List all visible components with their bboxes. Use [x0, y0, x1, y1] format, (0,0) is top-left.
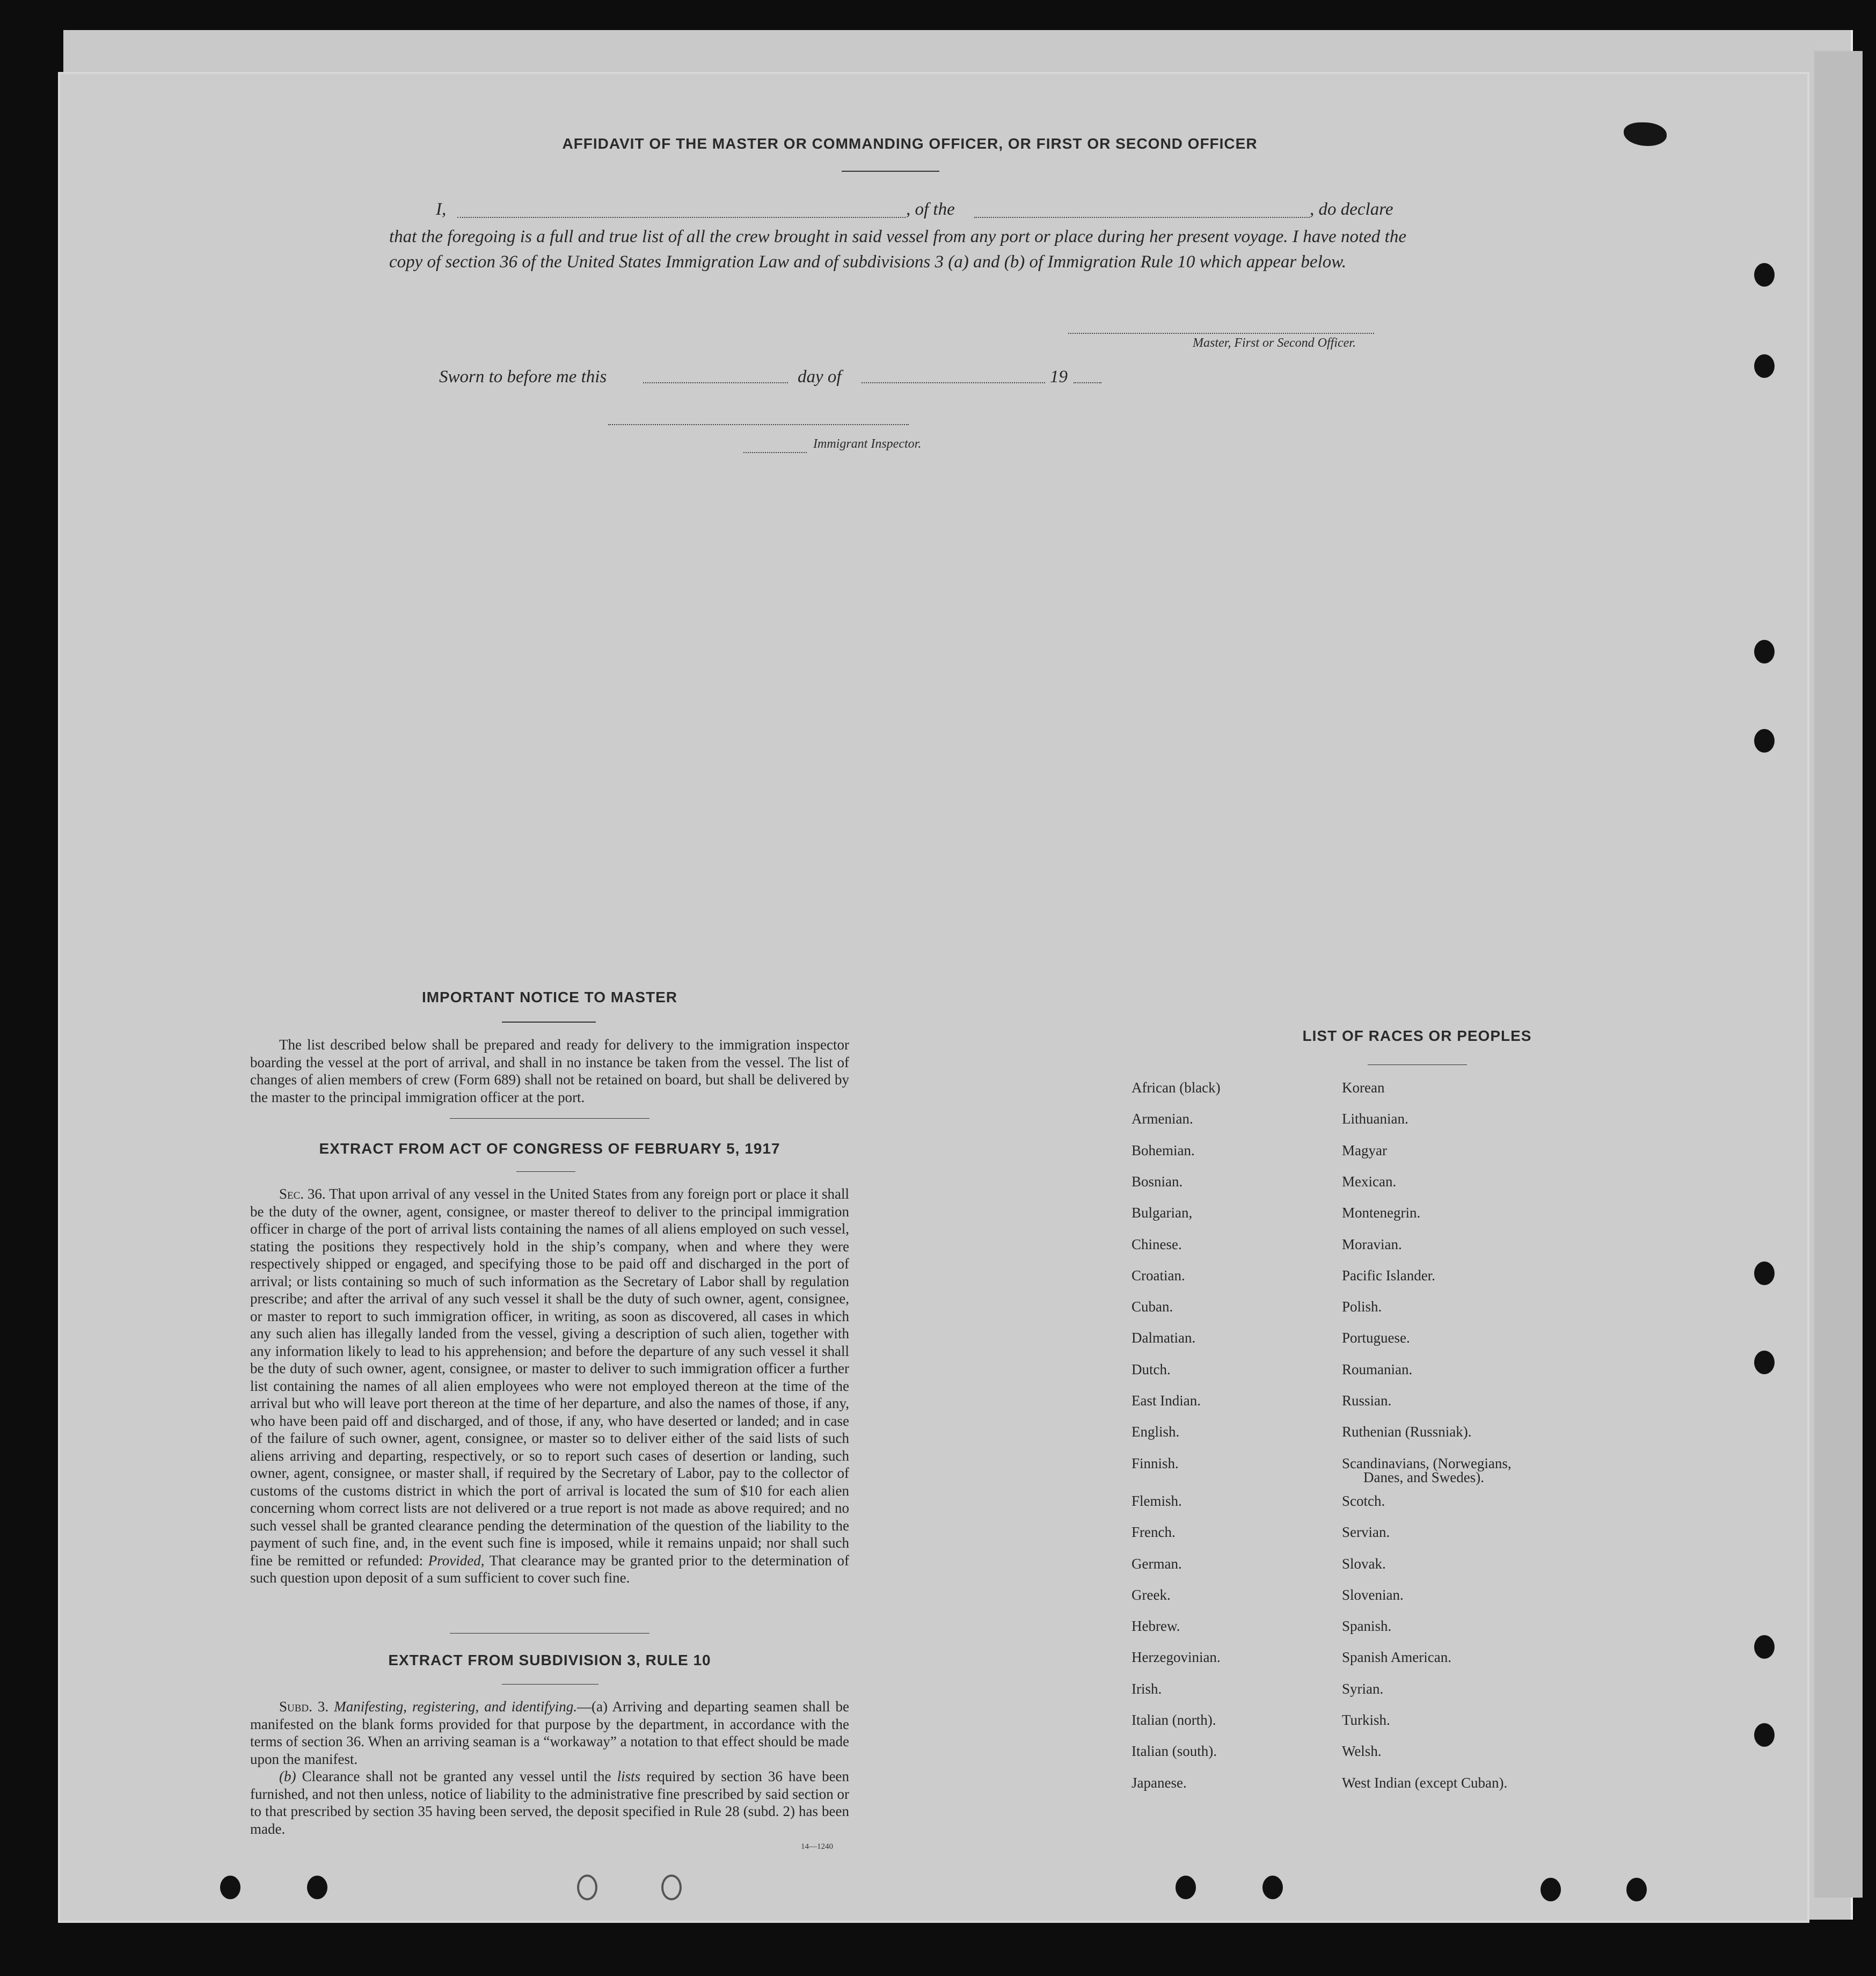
race-item: Pacific Islander. [1342, 1267, 1435, 1284]
race-item: Cuban. [1132, 1299, 1173, 1315]
affidavit-i-label: I, [436, 200, 447, 219]
race-item: Russian. [1342, 1392, 1392, 1409]
race-item: Servian. [1342, 1524, 1390, 1541]
binder-hole-icon [1754, 1262, 1775, 1285]
race-item: Greek. [1132, 1586, 1171, 1603]
race-item: Herzegovinian. [1132, 1649, 1221, 1666]
race-item: Lithuanian. [1342, 1111, 1408, 1127]
sworn-day-of-label: day of [798, 367, 842, 387]
binder-hole-icon [1176, 1876, 1196, 1899]
race-item: Bohemian. [1132, 1142, 1195, 1158]
sworn-year-label: 19 [1050, 367, 1068, 387]
affidavit-title: AFFIDAVIT OF THE MASTER OR COMMANDING OFFICER, OR FIRST OR SECOND OFFICER [562, 135, 1258, 152]
binder-hole-icon [577, 1875, 597, 1900]
binder-hole-icon [1754, 1723, 1775, 1747]
race-item: Italian (north). [1132, 1712, 1216, 1728]
race-item: Slovak. [1342, 1555, 1386, 1572]
notice-text: The list described below shall be prepared and ready for delivery to the immigration inspector boarding the vessel at the port of arrival, and shall in no instance be taken from the vessel. The list of changes of alien members of crew (Form 689) shall not be retained on board, but shall be delivered by the master to the principal immigration officer at the port. [250, 1037, 849, 1105]
binder-hole-icon [1754, 354, 1775, 378]
form-number: 14—1240 [801, 1842, 833, 1851]
inspector-signature-blank[interactable] [608, 424, 909, 425]
act-extract-title-rule [516, 1171, 575, 1172]
act-provided-text: That clearance may be granted prior to the determination of such question upon deposit of a sum sufficient to cover such fine. [250, 1552, 850, 1586]
rule-extract-title-rule [502, 1684, 598, 1685]
rule-para-b-label: (b) [279, 1768, 296, 1784]
act-section-label: Sec. 36. [279, 1186, 326, 1202]
race-item: Bulgarian, [1132, 1205, 1193, 1221]
race-item: French. [1132, 1524, 1176, 1541]
race-item: Armenian. [1132, 1111, 1193, 1127]
affidavit-title-rule [842, 171, 939, 172]
race-item: Polish. [1342, 1299, 1382, 1315]
affidavit-declare-label: , do declare [1310, 200, 1393, 219]
race-item: Scotch. [1342, 1492, 1385, 1509]
race-item: Italian (south). [1132, 1743, 1217, 1760]
race-item: Roumanian. [1342, 1361, 1413, 1377]
race-item: German. [1132, 1555, 1182, 1572]
rule-para-a-label: —(a) [577, 1698, 608, 1715]
races-title-rule [1368, 1064, 1467, 1065]
races-title: LIST OF RACES OR PEOPLES [1302, 1027, 1532, 1044]
officer-signature-blank[interactable] [1068, 333, 1374, 334]
race-item: English. [1132, 1424, 1180, 1440]
race-item: East Indian. [1132, 1392, 1201, 1409]
binder-hole-icon [1262, 1876, 1283, 1899]
race-item: Croatian. [1132, 1267, 1185, 1284]
race-item: Moravian. [1342, 1236, 1402, 1252]
rule-extract-title: EXTRACT FROM SUBDIVISION 3, RULE 10 [388, 1652, 711, 1668]
race-item: Turkish. [1342, 1712, 1390, 1728]
affidavit-name-blank[interactable] [457, 217, 906, 218]
sworn-day-blank[interactable] [643, 382, 788, 383]
race-item: Spanish American. [1342, 1649, 1451, 1666]
rule-subd-heading: Manifesting, registering, and identifying. [334, 1698, 577, 1715]
notice-divider [450, 1118, 649, 1119]
inspector-signature-label: Immigrant Inspector. [813, 437, 922, 451]
back-sheet-edge [1814, 51, 1863, 1898]
act-section-text: That upon arrival of any vessel in the United States from any foreign port or place it shall be the duty of the owner, agent, consignee, or master thereof to deliver to the principal immigration officer in charge of the port of arrival lists containing the names of all aliens employed on such vessel, stating the positions they respectively hold in the ship’s company, when and where they were respectively shipped or engaged, and specifying those to be paid off and discharged in the port of arrival; or lists containing so much of such information as the Secretary of Labor shall by regulation prescribe; and after the arrival of any such vessel it shall be the duty of such owner, agent, consignee, or master to report to such immigration officer, in writing, as soon as discovered, all cases in which any such alien has illegally landed from the vessel, giving a description of such alien, together with any information likely to lead to his apprehension; and before the departure of any such vessel it shall be the duty of such owner, agent, consignee, or master to deliver to such immigration officer a further list containing the names of all alien employees who were not employed thereon at the time of the arrival but who will leave port thereon at the time of her departure, and also the names of those, if any, who have been paid off and discharged, and of those, if any, who have deserted or landed; and in case of the failure of such owner, agent, consignee, or master so to deliver either of the said lists of such aliens arriving and departing, respectively, or so to report such cases of desertion or landing, such owner, agent, consignee, or master shall, if required by the Secretary of Labor, pay to the collector of customs of the customs district in which the port of arrival is located the sum of $10 for each alien concerning whom correct lists are not delivered or a true report is not made as above required; and no such vessel shall be granted clearance pending the determination of the question of the liability to the payment of such fine, and, in the event such fine is imposed, while it remains unpaid; nor shall such fine be remitted or refunded: [250, 1186, 849, 1569]
race-item: Mexican. [1342, 1173, 1397, 1190]
rule-para-b-text-2: required by section 36 have been furnished, and not then unless, notice of liability to the administrative fine prescribed by said section or to that prescribed by section 35 having been served, the deposit specified in Rule 28 (subd. 2) has been made. [250, 1768, 850, 1837]
binder-hole-icon [220, 1876, 240, 1899]
act-extract-text [250, 1185, 849, 1587]
race-item: Ruthenian (Russniak). [1342, 1424, 1472, 1440]
race-item: Korean [1342, 1080, 1385, 1096]
rule-para-a-text: Arriving and departing seamen shall be manifested on the blank forms provided for that purpose by the department, in accordance with the terms of section 36. When an arriving seaman is a “workaway” a notation to that effect should be made upon the manifest. [250, 1698, 850, 1767]
race-item: Finnish. [1132, 1455, 1179, 1471]
race-item: Irish. [1132, 1680, 1162, 1697]
notice-title-rule [502, 1022, 596, 1023]
rule-extract-text [250, 1698, 849, 1838]
binder-hole-icon [1754, 640, 1775, 663]
binder-hole-icon [1754, 729, 1775, 753]
race-item: Portuguese. [1342, 1330, 1410, 1346]
act-provided-label: Provided, [428, 1552, 485, 1569]
race-item: Chinese. [1132, 1236, 1182, 1252]
race-item: Dalmatian. [1132, 1330, 1196, 1346]
race-item: West Indian (except Cuban). [1342, 1774, 1508, 1791]
race-item-continuation: Danes, and Swedes). [1363, 1469, 1484, 1485]
affidavit-of-the-label: , of the [906, 200, 955, 219]
binder-hole-icon [1541, 1878, 1561, 1901]
rule-para-a [250, 1698, 849, 1768]
race-item: Spanish. [1342, 1618, 1392, 1635]
affidavit-body: that the foregoing is a full and true list of all the crew brought in said vessel from any port or place during her present voyage. I have noted the copy of section 36 of the United States Immigration Law and of subdivisions 3 (a) and (b) of Immigration Rule 10 which appear below. [389, 227, 1406, 272]
affidavit-vessel-blank[interactable] [974, 217, 1310, 218]
inspector-signature-lead [743, 452, 807, 453]
notice-title: IMPORTANT NOTICE TO MASTER [421, 989, 678, 1005]
race-item: Montenegrin. [1342, 1205, 1421, 1221]
rule-para-b-lists: lists [617, 1768, 641, 1784]
rule-para-b [250, 1768, 849, 1838]
rule-subd-label: Subd. 3. [279, 1698, 329, 1715]
binder-hole-icon [661, 1875, 682, 1900]
binder-hole-icon [307, 1876, 327, 1899]
race-item: Dutch. [1132, 1361, 1171, 1377]
rule-para-b-text-1: Clearance shall not be granted any vessel until the [302, 1768, 611, 1784]
sworn-month-blank[interactable] [862, 382, 1045, 383]
act-extract-divider [450, 1633, 649, 1634]
race-item: Syrian. [1342, 1680, 1384, 1697]
race-item: Hebrew. [1132, 1618, 1180, 1635]
race-item: Magyar [1342, 1142, 1387, 1158]
binder-hole-icon [1754, 1635, 1775, 1659]
race-item: Japanese. [1132, 1774, 1187, 1791]
act-extract-title: EXTRACT FROM ACT OF CONGRESS OF FEBRUARY 5, 1917 [319, 1140, 780, 1157]
race-item: Bosnian. [1132, 1173, 1183, 1190]
race-item: Flemish. [1132, 1492, 1182, 1509]
race-item: Welsh. [1342, 1743, 1382, 1760]
sworn-year-blank[interactable] [1074, 382, 1101, 383]
sworn-prefix: Sworn to before me this [439, 367, 607, 387]
officer-signature-label: Master, First or Second Officer. [1193, 336, 1356, 350]
binder-hole-icon [1754, 1351, 1775, 1374]
race-item: Scandinavians, (Norwegians, [1342, 1455, 1512, 1471]
race-item: Slovenian. [1342, 1586, 1404, 1603]
binder-hole-icon [1754, 263, 1775, 287]
binder-hole-icon [1626, 1878, 1647, 1901]
race-item: African (black) [1132, 1080, 1221, 1096]
